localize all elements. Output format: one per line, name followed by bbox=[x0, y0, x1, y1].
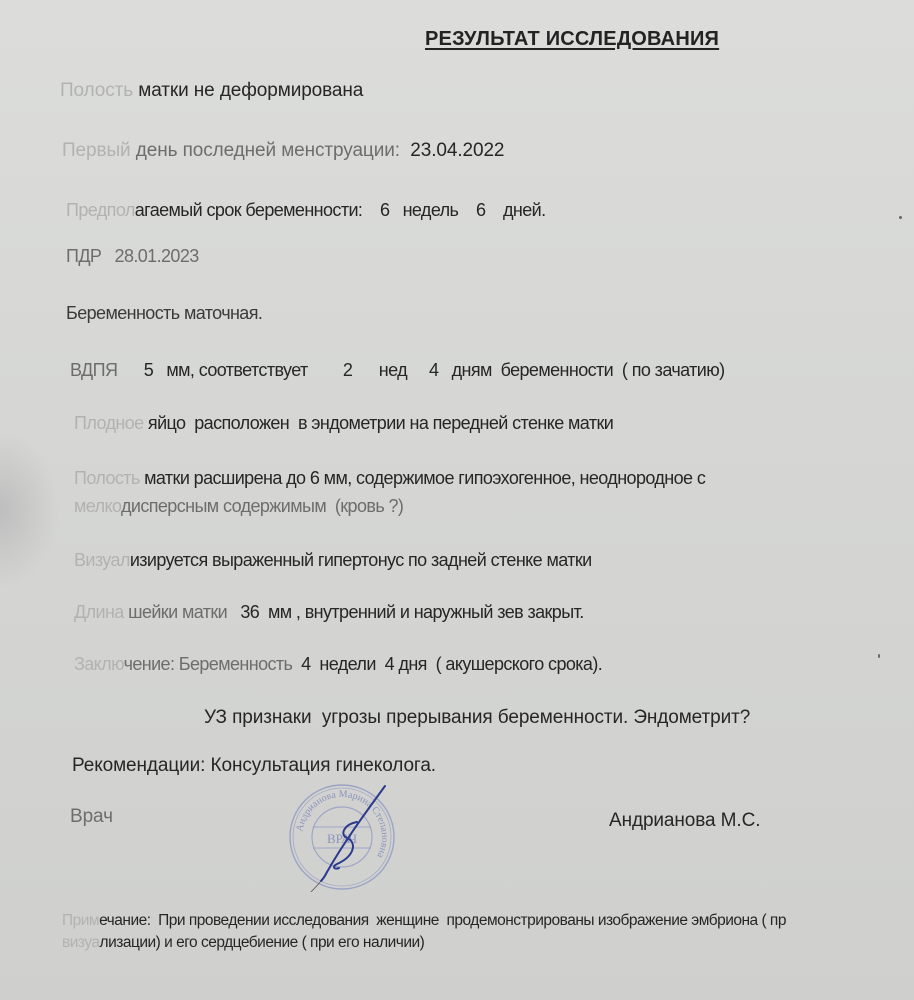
vdpya-days: 4 bbox=[429, 360, 439, 380]
page-title: РЕЗУЛЬТАТ ИССЛЕДОВАНИЯ bbox=[425, 28, 720, 50]
svg-text:Андрианова Марина Степановна: Андрианова Марина Степановна bbox=[294, 788, 391, 860]
faded-text: мелко bbox=[74, 496, 121, 516]
faded-text: Длина bbox=[74, 602, 124, 622]
vdpya-mm: 5 bbox=[143, 360, 154, 380]
line-text: мм , внутренний и наружный зев закрыт. bbox=[259, 602, 584, 622]
term-days-label: дней. bbox=[502, 200, 546, 220]
line-cavity-dilated-2 bbox=[74, 496, 403, 517]
vdpya-mm-text: мм, соответствует bbox=[166, 360, 308, 380]
line-term bbox=[66, 200, 545, 221]
paper-speck bbox=[878, 654, 880, 658]
pdr-date: 28.01.2023 bbox=[114, 246, 199, 266]
faded-text: Заклю bbox=[74, 654, 124, 674]
term-weeks-label: недель bbox=[402, 200, 459, 220]
line-text: чение: Беременность bbox=[123, 654, 302, 674]
line-uterine: Беременность маточная. bbox=[66, 303, 263, 323]
line-cervix bbox=[74, 602, 584, 623]
line-pdr bbox=[66, 246, 199, 267]
term-days: 6 bbox=[475, 200, 486, 220]
faded-text: Полость bbox=[74, 468, 140, 488]
note-line-2 bbox=[62, 934, 424, 952]
vdpya-weeks: 2 bbox=[342, 360, 353, 380]
line-text: яйцо расположен в эндометрии на передней стенке матки bbox=[143, 413, 614, 433]
vdpya-label: ВДПЯ bbox=[70, 360, 118, 380]
line-text: ечание: При проведении исследования женщине продемонстрированы изображение эмбриона ( пр bbox=[99, 912, 786, 929]
pdr-label: ПДР bbox=[66, 246, 102, 266]
faded-text: визуа bbox=[62, 934, 100, 951]
line-text: матки расширена до 6 мм, содержимое гипоэхогенное, неоднородное с bbox=[139, 468, 706, 488]
vdpya-weeks-label: нед bbox=[378, 360, 407, 380]
note-line-1 bbox=[62, 912, 786, 930]
doctor-name: Андрианова М.С. bbox=[609, 810, 761, 831]
line-us-signs: УЗ признаки угрозы прерывания беременности. Эндометрит? bbox=[204, 707, 751, 728]
line-text: шейки матки bbox=[123, 602, 241, 622]
vdpya-days-text: дням беременности ( по зачатию) bbox=[451, 360, 725, 380]
line-ovum bbox=[74, 413, 613, 434]
line-text: матки не деформирована bbox=[133, 80, 364, 101]
doctor-label: Врач bbox=[70, 806, 113, 827]
cervix-length: 36 bbox=[240, 602, 260, 622]
faded-text: Прим bbox=[62, 912, 100, 929]
line-text: дисперсным содержимым (кровь ?) bbox=[120, 496, 404, 516]
conclusion-weeks-label: недели bbox=[319, 654, 376, 674]
line-text: агаемый срок беременности: bbox=[134, 200, 380, 220]
lmp-date: 23.04.2022 bbox=[410, 140, 505, 161]
line-text: изируется выраженный гипертонус по задней стенке матки bbox=[129, 550, 592, 570]
term-weeks: 6 bbox=[379, 200, 390, 220]
line-text: день последней менструации: bbox=[130, 140, 411, 161]
line-recommendations: Рекомендации: Консультация гинеколога. bbox=[72, 755, 436, 776]
faded-text: Визуал bbox=[74, 550, 130, 570]
svg-text:ВРАЧ: ВРАЧ bbox=[326, 831, 358, 846]
conclusion-weeks: 4 bbox=[301, 654, 311, 674]
faded-text: Полость bbox=[60, 80, 134, 101]
faded-text: Первый bbox=[62, 140, 131, 161]
line-hypertonus bbox=[74, 550, 592, 571]
faded-text: Предпол bbox=[66, 200, 135, 220]
line-text: ( акушерского срока). bbox=[426, 654, 603, 674]
paper-speck bbox=[899, 216, 902, 219]
line-cavity-dilated-1 bbox=[74, 468, 705, 489]
line-conclusion bbox=[74, 654, 602, 675]
faded-text: Плодное bbox=[74, 413, 144, 433]
line-text: лизации) и его сердцебиение ( при его наличии) bbox=[99, 934, 425, 951]
conclusion-days: 4 bbox=[384, 654, 395, 674]
line-vdpya bbox=[70, 360, 725, 381]
conclusion-days-label: дня bbox=[398, 654, 427, 674]
line-cavity bbox=[60, 80, 363, 102]
line-lmp bbox=[62, 140, 504, 162]
doctor-stamp bbox=[287, 782, 397, 892]
